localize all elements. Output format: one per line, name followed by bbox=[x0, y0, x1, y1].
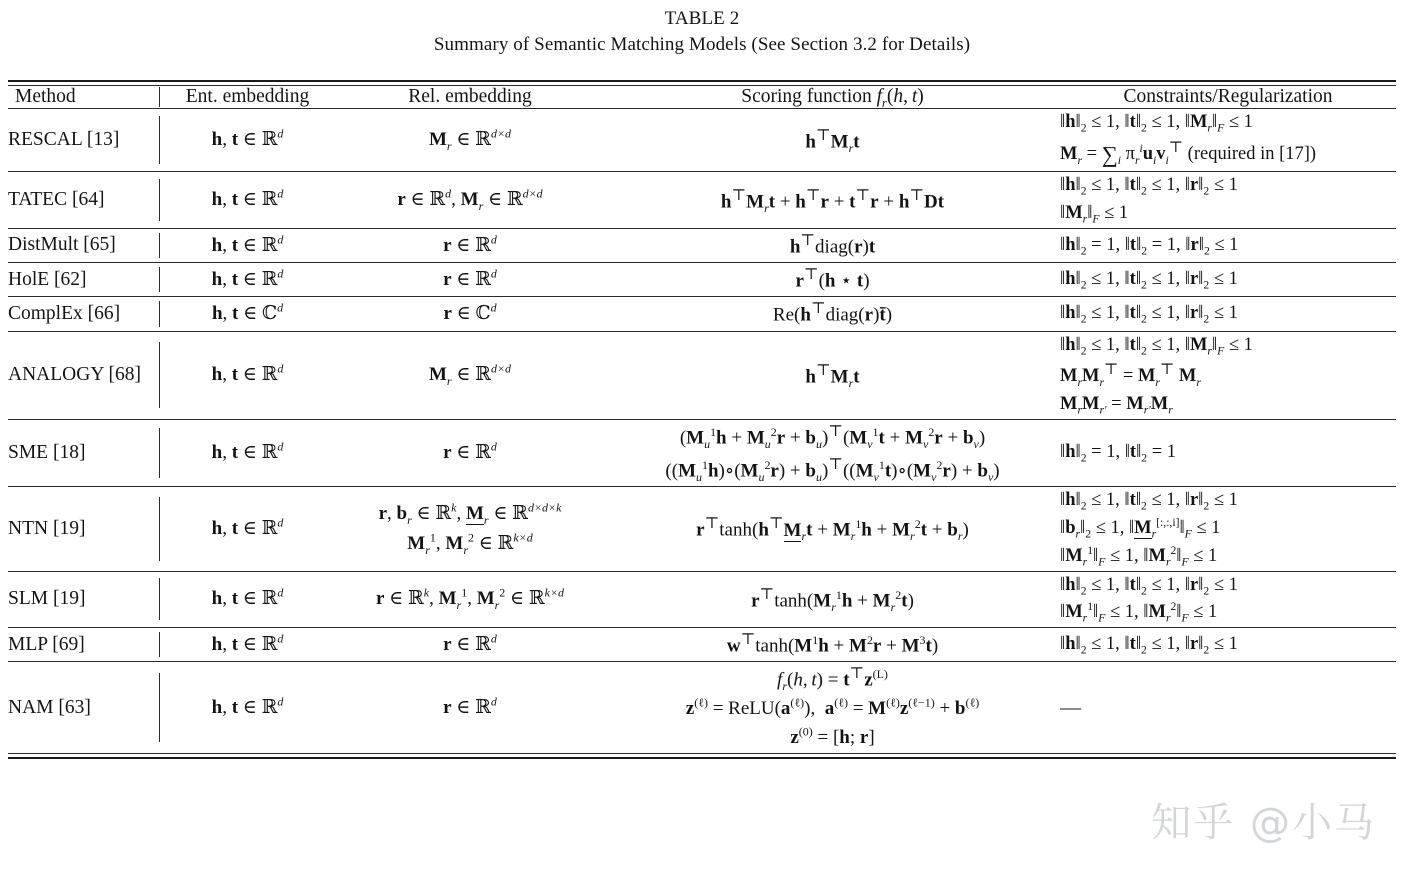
constraints: $‖h‖_2 = 1$, $‖t‖_2 = 1$ bbox=[1060, 442, 1177, 465]
table-row bbox=[8, 420, 1396, 486]
ent-embedding: h, t ∈ ℝ$^d$ bbox=[211, 515, 284, 539]
method-column-divider bbox=[159, 428, 160, 478]
method-column-divider bbox=[159, 673, 160, 742]
caption-label: TABLE 2 bbox=[664, 8, 740, 29]
constraints: $‖h‖_2 \le 1$, $‖t‖_2 \le 1$, $‖r‖_2 \le 1$ bbox=[1060, 268, 1238, 292]
method-column-divider bbox=[159, 632, 160, 657]
constraints: $‖h‖_2 \le 1$, $‖t‖_2 \le 1$, $‖r‖_2 \le 1$ $‖M_r^1‖_F \le 1$, $‖M_r^2‖_F \le 1$ bbox=[1060, 574, 1238, 625]
column-header-constraints bbox=[1060, 86, 1396, 108]
method-column-divider bbox=[159, 87, 160, 106]
rel-embedding: $M_r$ ∈ ℝ$^{d\times d}$ bbox=[428, 361, 512, 389]
constraints: $‖h‖_2 \le 1$, $‖t‖_2 \le 1$, $‖r‖_2 \le 1$ $‖M_r‖_F \le 1$ bbox=[1060, 175, 1238, 226]
ent-embedding: h, t ∈ ℝ$^d$ bbox=[211, 439, 284, 464]
table-row bbox=[8, 628, 1396, 661]
method-column-divider bbox=[159, 179, 160, 221]
constraints bbox=[1060, 662, 1396, 753]
scoring-function: $f_r(h$, $t) = t^⊤z^{(L)}$ $z^{(\ell)}$ = $ReLU(a^{(\ell)})$, $a^{(\ell)} = M^{(\ell)}z^{(\ell-1)} + b^{(\ell)}$ $z^{(0)} = [h$; r] bbox=[685, 665, 980, 749]
method-name: SLM [19] bbox=[8, 572, 160, 628]
scoring-function: Re(h⊤diag(r)t̄) bbox=[772, 300, 893, 326]
constraints: $‖h‖_2 \le 1$, $‖t‖_2 \le 1$, $‖r‖_2 \le 1$ bbox=[1060, 303, 1238, 326]
rel-embedding: r ∈ ℝ$^d$ bbox=[443, 631, 497, 655]
table-caption bbox=[0, 0, 1404, 58]
column-header-rel-embedding-label: Rel. embedding bbox=[408, 85, 532, 107]
method-name: DistMult [65] bbox=[8, 229, 160, 262]
ent-embedding: h, t ∈ ℝ$^d$ bbox=[211, 266, 284, 290]
table-row bbox=[8, 487, 1396, 570]
table-container bbox=[8, 58, 1396, 758]
ent-embedding: h, t ∈ ℝ$^d$ bbox=[211, 126, 284, 151]
scoring-function: $r^⊤\tanh(h^⊤M_rt + M_r^1h + M_r^2t + b_r)$ bbox=[696, 515, 969, 544]
scoring-function: $(M_u^1h + M_u^2r + b_u)^⊤(M_v^1t + M_v^2r + b_v)$ ($(M_u^1h)\circ(M_u^2r)$ + $b_u)^⊤((M_v^1t)\circ(M_v^2r) + b_v)$ bbox=[665, 422, 1000, 485]
constraints: $‖h‖_2 \le 1$, $‖t‖_2 \le 1$, $‖M_r‖_F \le 1$ $M_rM_r^⊤ = M_r^⊤$ $M_r$ $M_rM_{r'} = M_{r'}M_r$ bbox=[1060, 334, 1253, 417]
method-column-divider bbox=[159, 578, 160, 620]
scoring-function: r⊤(h ⋆ t) bbox=[795, 266, 870, 292]
method-name: NAM [63] bbox=[8, 662, 160, 753]
rel-embedding: r ∈ ℝ$^d$, $M_r$ ∈ ℝ$^{d\times d}$ bbox=[397, 186, 543, 213]
method-name: TATEC [64] bbox=[8, 172, 160, 228]
table-header-row bbox=[8, 86, 1396, 108]
constraints: $‖h‖_2 \le 1$, $‖t‖_2 \le 1$, $‖M_r‖_F \le 1$ $M_r = \sum_i$ $\pi_r^iu_iv_i^⊤$ (required in [17]) bbox=[1060, 111, 1317, 167]
column-header-method bbox=[8, 86, 160, 108]
constraints: $‖h‖_2 \le 1$, $‖t‖_2 \le 1$, $‖r‖_2 \le 1$ bbox=[1060, 633, 1238, 657]
scoring-function: $w^⊤\tanh(M^1h + M^2r + M^3t)$ bbox=[726, 631, 939, 657]
ent-embedding: h, t ∈ ℝ$^d$ bbox=[211, 232, 284, 256]
table-row bbox=[8, 229, 1396, 262]
method-name: ANALOGY [68] bbox=[8, 332, 160, 419]
rel-embedding: r ∈ ℝ$^k$, $M_r^1$, $M_r^2$ ∈ ℝ$^{k\times d}$ bbox=[375, 586, 565, 613]
method-name: ComplEx [66] bbox=[8, 297, 160, 330]
rel-embedding: r ∈ ℝ$^d$ bbox=[443, 266, 497, 290]
rel-embedding: r ∈ ℝ$^d$ bbox=[443, 694, 497, 718]
scoring-function: $h^⊤M_rt + h^⊤r + t^⊤r + h^⊤Dt$ bbox=[720, 186, 945, 215]
column-header-rel-embedding bbox=[335, 86, 605, 108]
table-row bbox=[8, 263, 1396, 296]
scoring-function: $r^⊤\tanh(M_r^1h + M_r^2t)$ bbox=[751, 585, 914, 614]
table-row bbox=[8, 662, 1396, 753]
method-name: NTN [19] bbox=[8, 487, 160, 570]
rel-embedding: r, $b_r$ ∈ ℝ$^k$, $M_r$ ∈ ℝ$^{d\times d\times k}$ $M_r^1$, $M_r^2$ ∈ ℝ$^{k\times d}$ bbox=[378, 500, 562, 557]
method-column-divider bbox=[159, 267, 160, 292]
method-column-divider bbox=[159, 233, 160, 258]
table-row bbox=[8, 572, 1396, 628]
ent-embedding: h, t ∈ ℝ$^d$ bbox=[211, 186, 284, 211]
column-header-ent-embedding-label: Ent. embedding bbox=[185, 85, 310, 107]
semantic-matching-models-table bbox=[8, 80, 1396, 758]
method-name: MLP [69] bbox=[8, 628, 160, 661]
method-column-divider bbox=[159, 342, 160, 408]
method-column-divider bbox=[159, 116, 160, 163]
caption-title: Summary of Semantic Matching Models (See Section 3.2 for Details) bbox=[433, 34, 971, 56]
zhihu-watermark: 知乎 @小马 bbox=[1151, 800, 1376, 846]
rel-embedding: r ∈ ℂ$^d$ bbox=[443, 300, 497, 324]
scoring-function: $h^⊤M_rt$ bbox=[805, 126, 860, 155]
rel-embedding: r ∈ ℝ$^d$ bbox=[443, 439, 497, 464]
constraints: $‖h‖_2 \le 1$, $‖t‖_2 \le 1$, $‖r‖_2 \le 1$ $‖b_r‖_2 \le 1$, $‖M_r[:,:,i]‖_F \le 1$ $‖M_r^1‖_F \le 1$, $‖M_r^2‖_F \le 1$ bbox=[1060, 490, 1238, 569]
scoring-function: h⊤diag(r)t bbox=[789, 231, 876, 258]
method-column-divider bbox=[159, 497, 160, 560]
column-header-scoring-function-label: Scoring function bbox=[741, 85, 872, 107]
method-name: SME [18] bbox=[8, 420, 160, 486]
scoring-function: $h^⊤M_rt$ bbox=[805, 361, 860, 390]
scoring-function-header-math: $f_r(h$, t) bbox=[876, 85, 924, 110]
ent-embedding: h, t ∈ ℝ$^d$ bbox=[211, 694, 284, 718]
ent-embedding: h, t ∈ ℝ$^d$ bbox=[211, 631, 284, 655]
constraints: $‖h‖_2 = 1$, $‖t‖_2 = 1$, $‖r‖_2 \le 1$ bbox=[1060, 234, 1239, 258]
table-bottom-rule bbox=[8, 753, 1396, 759]
column-header-constraints-label: Constraints/Regularization bbox=[1123, 85, 1333, 107]
table-row bbox=[8, 332, 1396, 419]
column-header-method-label: Method bbox=[15, 85, 76, 107]
column-header-scoring-function bbox=[605, 86, 1060, 108]
table-row bbox=[8, 172, 1396, 228]
table-row bbox=[8, 297, 1396, 330]
method-column-divider bbox=[159, 301, 160, 326]
rel-embedding: $M_r$ ∈ ℝ$^{d\times d}$ bbox=[428, 126, 512, 154]
ent-embedding: h, t ∈ ℝ$^d$ bbox=[211, 361, 284, 386]
column-header-ent-embedding bbox=[160, 86, 335, 108]
method-name: RESCAL [13] bbox=[8, 109, 160, 171]
constraints-none: — bbox=[1060, 694, 1081, 719]
table-row bbox=[8, 109, 1396, 171]
ent-embedding: h, t ∈ ℂ$^d$ bbox=[211, 300, 284, 324]
ent-embedding: h, t ∈ ℝ$^d$ bbox=[211, 586, 284, 610]
rel-embedding: r ∈ ℝ$^d$ bbox=[443, 232, 497, 256]
method-name: HolE [62] bbox=[8, 263, 160, 296]
